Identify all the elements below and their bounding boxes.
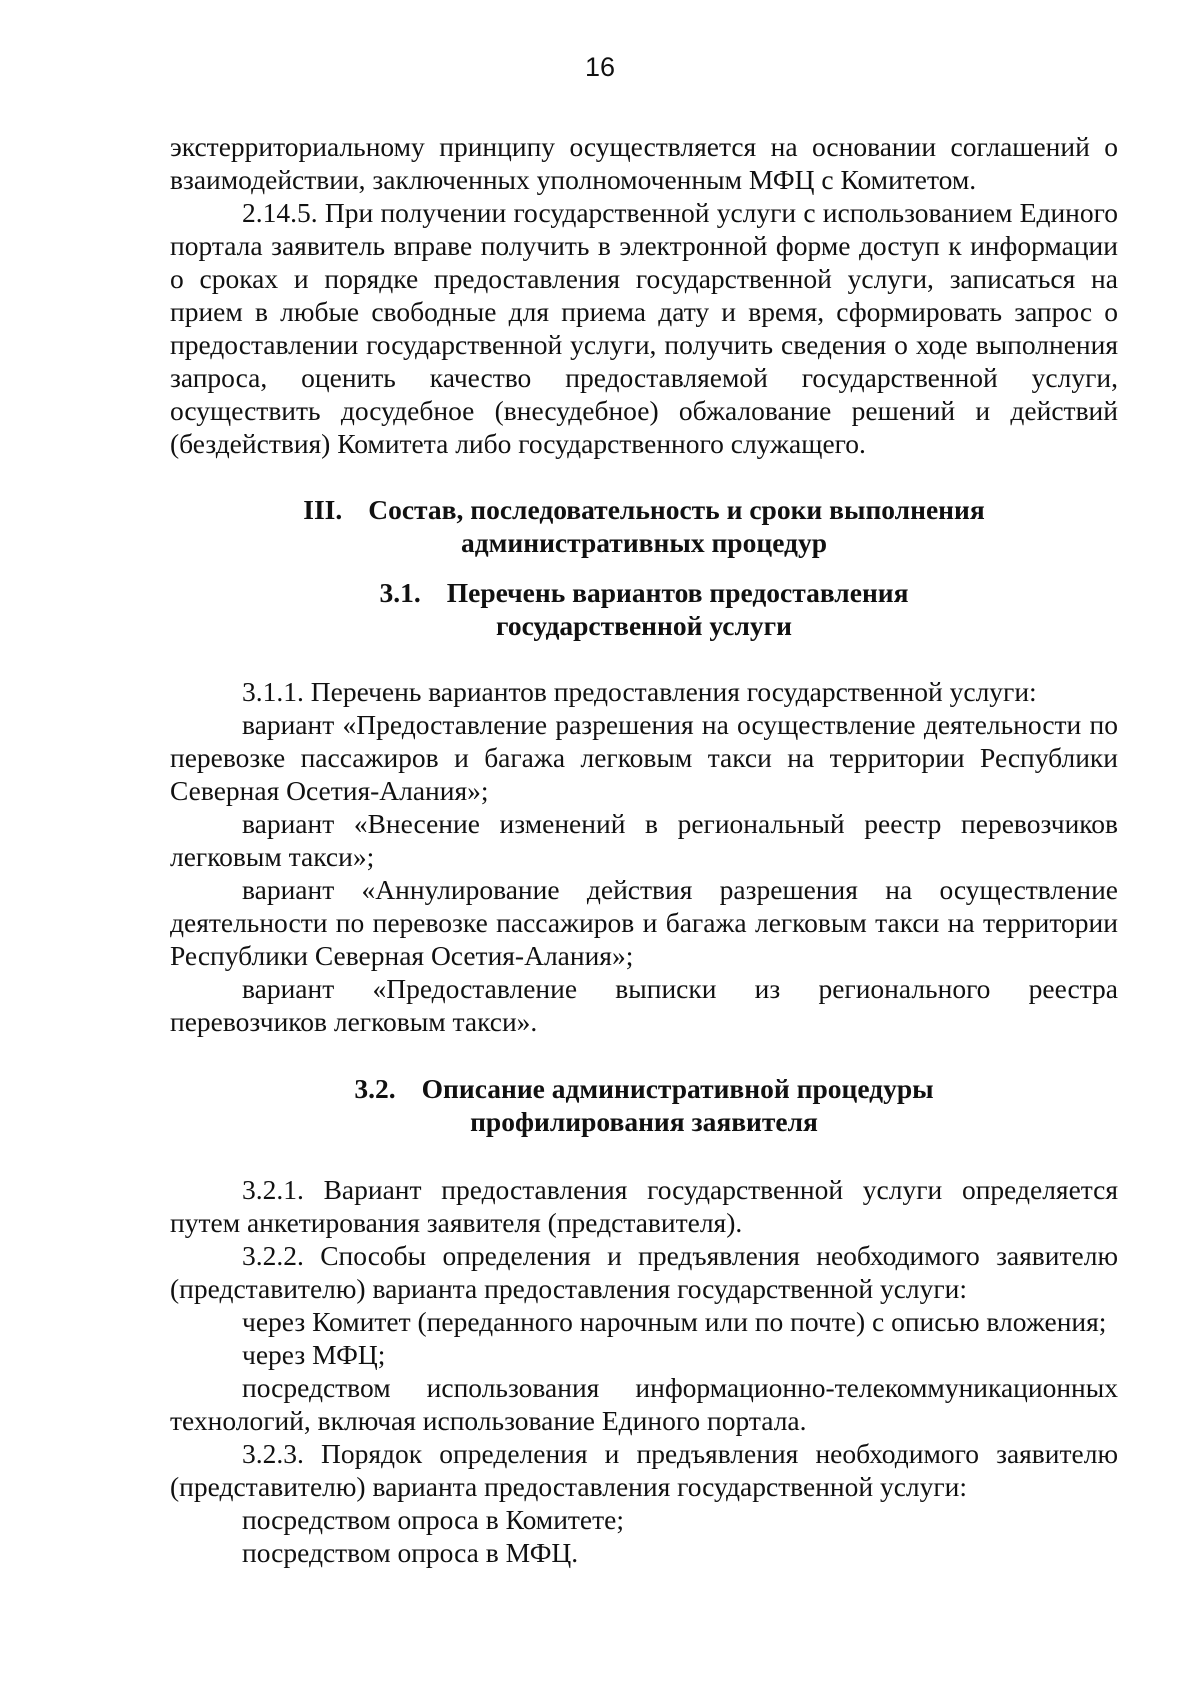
paragraph-3-1-1: 3.1.1. Перечень вариантов предоставления государственной услуги: (242, 676, 1037, 707)
variant-item: вариант «Внесение изменений в региональный реестр перевозчиков легковым такси»; (170, 808, 1118, 872)
section-title-line2: административных процедур (461, 527, 827, 558)
subsection-heading-3-2 (170, 1072, 1118, 1138)
section-heading (170, 493, 1118, 559)
document-body (170, 130, 1118, 1569)
method-item: посредством использования информационно-телекоммуникационных технологий, включая использование Единого портала. (170, 1372, 1118, 1436)
variant-item: вариант «Предоставление разрешения на осуществление деятельности по перевозке пассажиров и багажа легковым такси на территории Республики Северная Осетия-Алания»; (170, 709, 1118, 806)
subsection-number-3-2: 3.2. (354, 1073, 396, 1104)
subsection-title-3-2-line1: Описание административной процедуры (421, 1073, 934, 1104)
subsection-heading-3-1 (170, 576, 1118, 642)
paragraph-continuation: экстерриториальному принципу осуществляется на основании соглашений о взаимодействии, заключенных уполномоченным МФЦ с Комитетом. (170, 131, 1118, 195)
variant-item: вариант «Предоставление выписки из регионального реестра перевозчиков легковым такси». (170, 973, 1118, 1037)
section-title-line1: Состав, последовательность и сроки выполнения (368, 494, 985, 525)
subsection-title-3-1-line2: государственной услуги (496, 610, 792, 641)
method-item: через МФЦ; (242, 1339, 386, 1370)
method-item: посредством опроса в МФЦ. (242, 1537, 579, 1568)
paragraph-2-14-5: 2.14.5. При получении государственной услуги с использованием Единого портала заявитель вправе получить в электронной форме доступ к информации о сроках и порядке предоставления государственной услуги, записаться на прием в любые свободные для приема дату и время, сформировать запрос о предоставлении государственной услуги, получить сведения о ходе выполнения запроса, оценить качество предоставляемой государственной услуги, осуществить досудебное (внесудебное) обжалование решений и действий (бездействия) Комитета либо государственного служащего. (170, 197, 1118, 459)
variant-item: вариант «Аннулирование действия разрешения на осуществление деятельности по перевозке пассажиров и багажа легковым такси на территории Республики Северная Осетия-Алания»; (170, 874, 1118, 971)
page-number: 16 (584, 52, 616, 82)
paragraph-3-2-3: 3.2.3. Порядок определения и предъявления необходимого заявителю (представителю) варианта предоставления государственной услуги: (170, 1438, 1118, 1502)
section-number: III. (303, 494, 343, 525)
method-item: посредством опроса в Комитете; (242, 1504, 625, 1535)
paragraph-3-2-1: 3.2.1. Вариант предоставления государственной услуги определяется путем анкетирования заявителя (представителя). (170, 1174, 1118, 1238)
method-item: через Комитет (переданного нарочным или по почте) с описью вложения; (242, 1306, 1107, 1337)
subsection-number-3-1: 3.1. (379, 577, 421, 608)
subsection-title-3-1-line1: Перечень вариантов предоставления (446, 577, 909, 608)
paragraph-3-2-2: 3.2.2. Способы определения и предъявления необходимого заявителю (представителю) варианта предоставления государственной услуги: (170, 1240, 1118, 1304)
subsection-title-3-2-line2: профилирования заявителя (470, 1106, 818, 1137)
